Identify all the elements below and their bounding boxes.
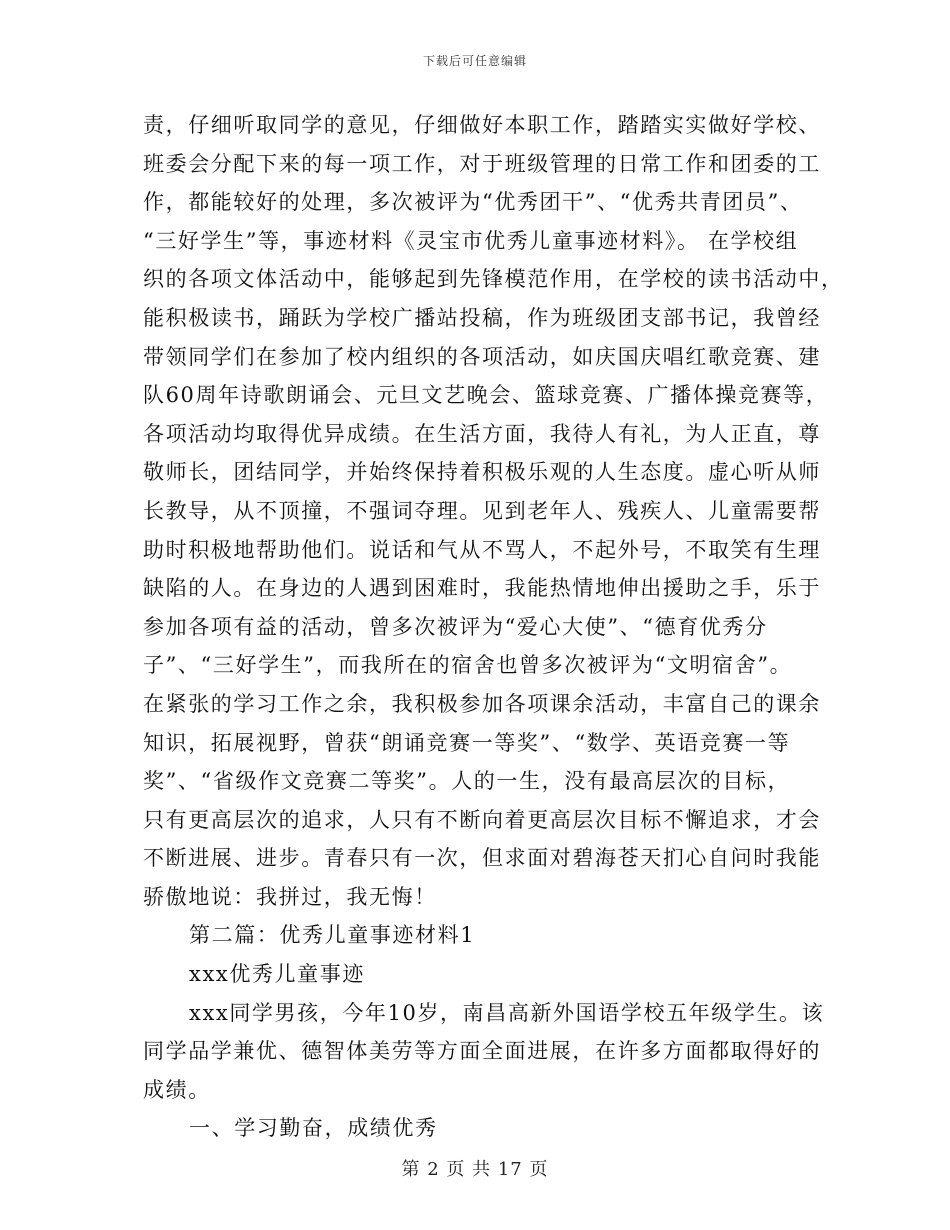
section-heading: 第二篇：优秀儿童事迹材料1 <box>189 923 476 948</box>
text-line: 敬师长，团结同学，并始终保持着积极乐观的人生态度。虚心听从师 <box>143 460 821 485</box>
text-line: “三好学生”等，事迹材料《灵宝市优秀儿童事迹材料》。 在学校组 <box>143 228 799 253</box>
text-line: 奖”、“省级作文竞赛二等奖”。人的一生，没有最高层次的目标， <box>143 769 791 794</box>
text-line: 作，都能较好的处理，多次被评为“优秀团干”、“优秀共青团员”、 <box>143 190 803 215</box>
text-line: 骄傲地说：我拼过，我无悔！ <box>143 884 437 909</box>
text-line: 各项活动均取得优异成绩。在生活方面，我待人有礼，为人正直，尊 <box>143 421 821 446</box>
text-line: 助时积极地帮助他们。说话和气从不骂人，不起外号，不取笑有生理 <box>143 537 821 562</box>
subsection-title: xxx优秀儿童事迹 <box>189 962 365 987</box>
text-line: 参加各项有益的活动，曾多次被评为“爱心大使”、“德育优秀分 <box>143 614 768 639</box>
text-line: 织的各项文体活动中，能够起到先锋模范作用，在学校的读书活动中， <box>143 267 844 292</box>
text-line: 同学品学兼优、德智体美劳等方面全面进展，在许多方面都取得好的 <box>143 1039 821 1064</box>
text-line: 不断进展、进步。青春只有一次，但求面对碧海苍天扪心自问时我能 <box>143 846 821 871</box>
text-line: 责，仔细听取同学的意见，仔细做好本职工作，踏踏实实做好学校、 <box>143 113 821 137</box>
subsection-heading: 一、学习勤奋，成绩优秀 <box>189 1116 438 1141</box>
text-line: xxx同学男孩，今年10岁，南昌高新外国语学校五年级学生。该 <box>189 1000 825 1025</box>
page-header: 下载后可任意编辑 <box>422 54 527 68</box>
document-body <box>143 106 844 1148</box>
text-line: 子”、“三好学生”，而我所在的宿舍也曾多次被评为“文明宿舍”。 <box>143 653 793 678</box>
text-line: 成绩。 <box>143 1077 211 1102</box>
text-line: 知识，拓展视野，曾获“朗诵竞赛一等奖”、“数学、英语竞赛一等 <box>143 730 791 755</box>
text-line: 只有更高层次的追求，人只有不断向着更高层次目标不懈追求，才会 <box>143 807 821 832</box>
text-line: 班委会分配下来的每一项工作，对于班级管理的日常工作和团委的工 <box>143 151 821 176</box>
text-line: 在紧张的学习工作之余，我积极参加各项课余活动，丰富自己的课余 <box>143 691 821 716</box>
text-line: 能积极读书，踊跃为学校广播站投稿，作为班级团支部书记，我曾经 <box>143 305 821 330</box>
text-line: 队60周年诗歌朗诵会、元旦文艺晚会、篮球竞赛、广播体操竞赛等， <box>143 383 829 408</box>
text-line: 长教导，从不顶撞，不强词夺理。见到老年人、残疾人、儿童需要帮 <box>143 498 821 523</box>
text-line: 缺陷的人。在身边的人遇到困难时，我能热情地伸出援助之手，乐于 <box>143 576 821 601</box>
text-line: 带领同学们在参加了校内组织的各项活动，如庆国庆唱红歌竞赛、建 <box>143 344 821 369</box>
page-footer: 第 2 页 共 17 页 <box>401 1159 549 1180</box>
